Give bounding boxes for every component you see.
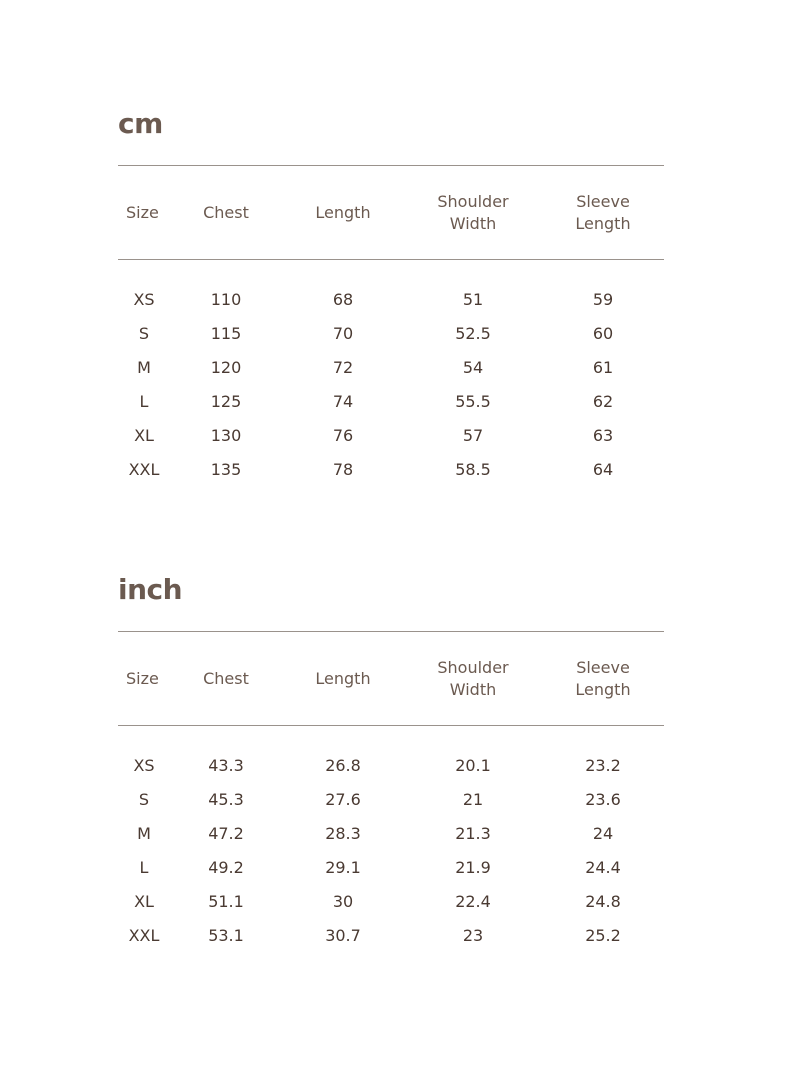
sleeve-cell: 59: [592, 289, 614, 309]
cm-rows: [118, 282, 664, 486]
shoulder-cell: 23: [462, 925, 484, 945]
chest-cell: 43.3: [208, 755, 244, 775]
table-row: [118, 384, 664, 418]
table-row: [118, 748, 664, 782]
chest-cell: 130: [210, 425, 242, 445]
length-cell: 28.3: [325, 823, 361, 843]
length-cell: 29.1: [325, 857, 361, 877]
sleeve-cell: 24: [592, 823, 614, 843]
inch-size-table: [118, 570, 664, 952]
sleeve-cell: 24.4: [585, 857, 621, 877]
cm-header-divider: [118, 259, 664, 260]
table-row: [118, 316, 664, 350]
table-row: [118, 350, 664, 384]
shoulder-cell: 52.5: [455, 323, 491, 343]
size-cell: L: [139, 857, 149, 877]
length-cell: 78: [332, 459, 354, 479]
shoulder-cell: 51: [462, 289, 484, 309]
size-cell: L: [139, 391, 149, 411]
shoulder-cell: 55.5: [455, 391, 491, 411]
size-cell: XS: [133, 755, 155, 775]
chest-cell: 49.2: [208, 857, 244, 877]
inch-rows: [118, 748, 664, 952]
shoulder-cell: 22.4: [455, 891, 491, 911]
table-row: [118, 850, 664, 884]
chest-cell: 135: [210, 459, 242, 479]
table-row: [118, 918, 664, 952]
table-row: [118, 782, 664, 816]
sleeve-cell: 23.6: [585, 789, 621, 809]
length-cell: 30.7: [325, 925, 361, 945]
size-cell: XL: [134, 425, 154, 445]
size-cell: XL: [134, 891, 154, 911]
length-cell: 72: [332, 357, 354, 377]
length-cell: 74: [332, 391, 354, 411]
table-row: [118, 452, 664, 486]
shoulder-cell: 57: [462, 425, 484, 445]
inch-header-sleeve-length: Sleeve Length: [575, 657, 631, 699]
chest-cell: 47.2: [208, 823, 244, 843]
sleeve-cell: 25.2: [585, 925, 621, 945]
cm-header-row: [118, 166, 664, 259]
inch-header-length: Length: [315, 668, 371, 688]
shoulder-cell: 54: [462, 357, 484, 377]
size-cell: XS: [133, 289, 155, 309]
inch-header-divider: [118, 725, 664, 726]
length-cell: 70: [332, 323, 354, 343]
length-cell: 26.8: [325, 755, 361, 775]
shoulder-cell: 58.5: [455, 459, 491, 479]
cm-header-sleeve-length: Sleeve Length: [575, 191, 631, 233]
sleeve-cell: 62: [592, 391, 614, 411]
cm-title: cm: [118, 107, 163, 140]
inch-header-row: [118, 632, 664, 725]
size-cell: M: [137, 357, 151, 377]
shoulder-cell: 21.9: [455, 857, 491, 877]
inch-header-shoulder-width: Shoulder Width: [437, 657, 509, 699]
cm-header-size: Size: [126, 202, 159, 222]
length-cell: 30: [332, 891, 354, 911]
size-cell: S: [138, 323, 150, 343]
sleeve-cell: 24.8: [585, 891, 621, 911]
sleeve-cell: 23.2: [585, 755, 621, 775]
cm-size-table: [118, 104, 664, 486]
shoulder-cell: 21.3: [455, 823, 491, 843]
cm-header-chest: Chest: [203, 202, 249, 222]
sleeve-cell: 63: [592, 425, 614, 445]
chest-cell: 51.1: [208, 891, 244, 911]
shoulder-cell: 21: [462, 789, 484, 809]
table-row: [118, 816, 664, 850]
size-cell: S: [138, 789, 150, 809]
table-row: [118, 418, 664, 452]
cm-header-length: Length: [315, 202, 371, 222]
cm-header-shoulder-width: Shoulder Width: [437, 191, 509, 233]
table-row: [118, 884, 664, 918]
sleeve-cell: 61: [592, 357, 614, 377]
sleeve-cell: 64: [592, 459, 614, 479]
inch-title: inch: [118, 573, 183, 606]
sleeve-cell: 60: [592, 323, 614, 343]
table-row: [118, 282, 664, 316]
size-cell: XXL: [128, 925, 160, 945]
shoulder-cell: 20.1: [455, 755, 491, 775]
chest-cell: 45.3: [208, 789, 244, 809]
inch-header-chest: Chest: [203, 668, 249, 688]
size-cell: M: [137, 823, 151, 843]
length-cell: 76: [332, 425, 354, 445]
inch-header-size: Size: [126, 668, 159, 688]
chest-cell: 115: [210, 323, 242, 343]
length-cell: 68: [332, 289, 354, 309]
chest-cell: 53.1: [208, 925, 244, 945]
chest-cell: 125: [210, 391, 242, 411]
size-cell: XXL: [128, 459, 160, 479]
chest-cell: 120: [210, 357, 242, 377]
chest-cell: 110: [210, 289, 242, 309]
length-cell: 27.6: [325, 789, 361, 809]
